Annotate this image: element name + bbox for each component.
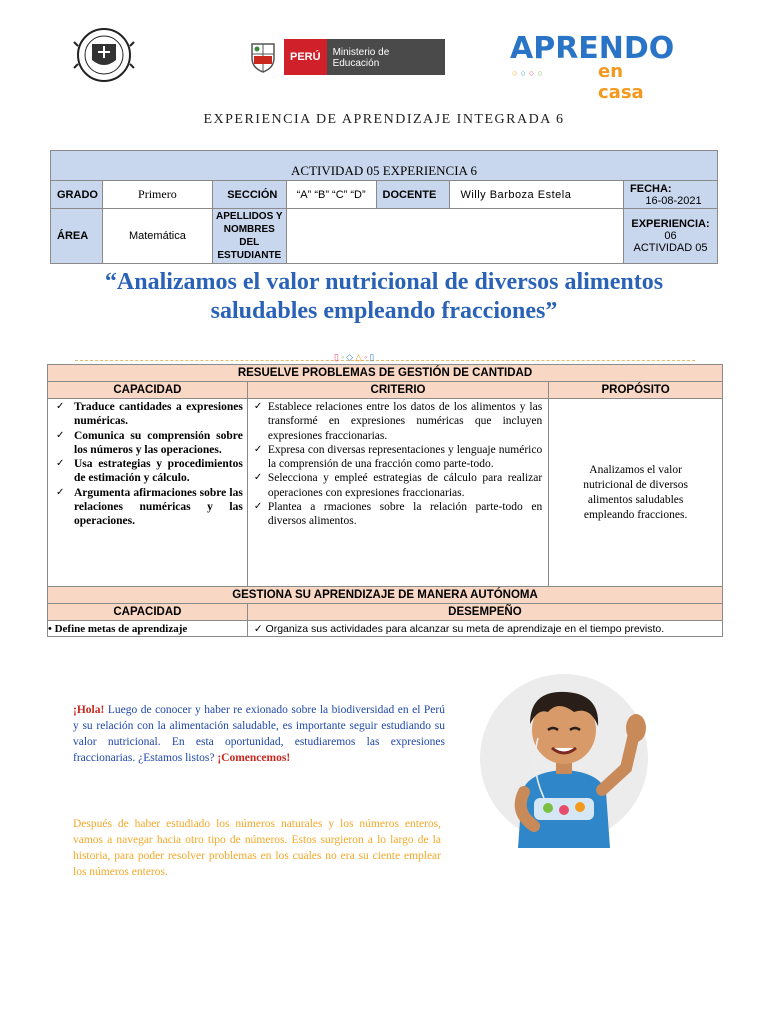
aprendo-dots-icon: ○○○○	[512, 68, 546, 78]
capacidad-header: CAPACIDAD	[48, 382, 248, 399]
fecha-value: 16-08-2021	[645, 194, 702, 207]
peru-shield-icon	[248, 40, 278, 74]
comencemos-text: ¡Comencemos!	[217, 752, 291, 764]
ministerio-label: Ministerio de Educación	[327, 39, 445, 75]
proposito-header: PROPÓSITO	[549, 382, 723, 399]
main-title-line-1: “Analizamos el valor nutricional de diversos alimentos	[104, 269, 664, 295]
criterio-item: ✓ Plantea a rmaciones sobre la relación parte-todo en diversos alimentos.	[252, 500, 542, 529]
competencia-2-title: GESTIONA SU APRENDIZAJE DE MANERA AUTÓNOMA	[48, 587, 723, 604]
intro-paragraph	[73, 702, 445, 766]
criterio-item: ✓ Establece relaciones entre los datos de los alimentos y las transformé en expresiones numéricas que incluyen expresiones fraccionarias.	[252, 400, 542, 443]
desempeno-text: ✓ Organiza sus actividades para alcanzar su meta de aprendizaje en el tiempo previsto.	[247, 621, 722, 637]
fecha-cell	[624, 181, 718, 209]
decorative-shapes-icon: ▯◦◇△◦▯	[334, 352, 377, 362]
capacidad-2-header: CAPACIDAD	[48, 604, 248, 621]
area-value: Matemática	[102, 209, 212, 264]
capacidades-list	[48, 399, 247, 529]
school-seal-icon	[70, 26, 138, 84]
experiencia-cell	[624, 209, 718, 264]
capacidad-item: ✓ Argumenta afirmaciones sobre las relaciones numéricas y las operaciones.	[52, 486, 243, 529]
peru-label: PERÚ	[284, 39, 327, 75]
competencia-1-title: RESUELVE PROBLEMAS DE GESTIÓN DE CANTIDAD	[48, 365, 723, 382]
desempeno-header: DESEMPEÑO	[247, 604, 722, 621]
seccion-value: “A” “B” “C” “D”	[286, 181, 376, 209]
actividad-value: ACTIVIDAD 05	[633, 242, 708, 254]
header-logos	[0, 22, 768, 103]
fecha-label: FECHA:	[630, 182, 672, 195]
hola-text: ¡Hola!	[73, 704, 105, 716]
experiencia-value: 06	[664, 230, 677, 242]
aprendo-en-casa-logo	[510, 31, 675, 103]
criterio-item: ✓ Selecciona y empleé estrategias de cálculo para realizar operaciones con expresiones fraccionarias.	[252, 471, 542, 500]
divider	[75, 360, 695, 361]
ministerio-logo	[248, 38, 445, 76]
competencias-table	[47, 364, 723, 637]
criterio-item: ✓ Expresa con diversas representaciones y lenguaje numérico la comprensión de una fracción como parte-todo.	[252, 443, 542, 472]
criterios-list	[248, 399, 548, 529]
info-table	[50, 150, 718, 264]
intro-body: Luego de conocer y haber re exionado sobre la biodiversidad en el Perú y su relación con la alimentación saludable, es importante seguir estudiando su valor nutricional. En esta oportunidad, estudiaremos las expresiones fraccionarias. ¿Estamos listos?	[73, 704, 445, 764]
aprendo-subtitle: en casa	[598, 61, 644, 103]
docente-label: DOCENTE	[376, 181, 450, 209]
capacidades-cell	[48, 399, 248, 587]
boy-waving-illustration	[478, 672, 658, 848]
grado-value: Primero	[102, 181, 212, 209]
seccion-label: SECCIÓN	[212, 181, 286, 209]
capacidad-item: ✓ Traduce cantidades a expresiones numéricas.	[52, 400, 243, 429]
docente-value: Willy Barboza Estela	[450, 181, 624, 209]
experiencia-title: EXPERIENCIA DE APRENDIZAJE INTEGRADA 6	[203, 112, 565, 127]
meta-capacidad: • Define metas de aprendizaje	[48, 621, 248, 637]
main-title-line-2: saludables empleando fracciones”	[210, 298, 558, 324]
capacidad-item: ✓ Usa estrategias y procedimientos de estimación y cálculo.	[52, 457, 243, 486]
aprendo-title: APRENDO	[510, 31, 675, 66]
second-paragraph: Después de haber estudiado los números naturales y los números enteros, vamos a navegar hacia otro tipo de números. Estos surgieron a lo largo de la historia, para poder resolver problemas en los cuales no era su ciente emplear los números enteros.	[73, 818, 441, 878]
apellidos-value	[286, 209, 623, 264]
experiencia-label: EXPERIENCIA:	[631, 218, 710, 230]
criterio-header: CRITERIO	[247, 382, 548, 399]
capacidad-item: ✓ Comunica su comprensión sobre los números y las operaciones.	[52, 429, 243, 458]
criterios-cell	[247, 399, 548, 587]
main-title	[40, 268, 728, 326]
proposito-text: Analizamos el valor nutricional de diversos alimentos saludables empleando fracciones.	[549, 399, 723, 587]
area-label: ÁREA	[51, 209, 103, 264]
actividad-title: ACTIVIDAD 05 EXPERIENCIA 6	[51, 151, 718, 181]
apellidos-label: APELLIDOS Y NOMBRES DEL ESTUDIANTE	[212, 209, 286, 264]
grado-label: GRADO	[51, 181, 103, 209]
